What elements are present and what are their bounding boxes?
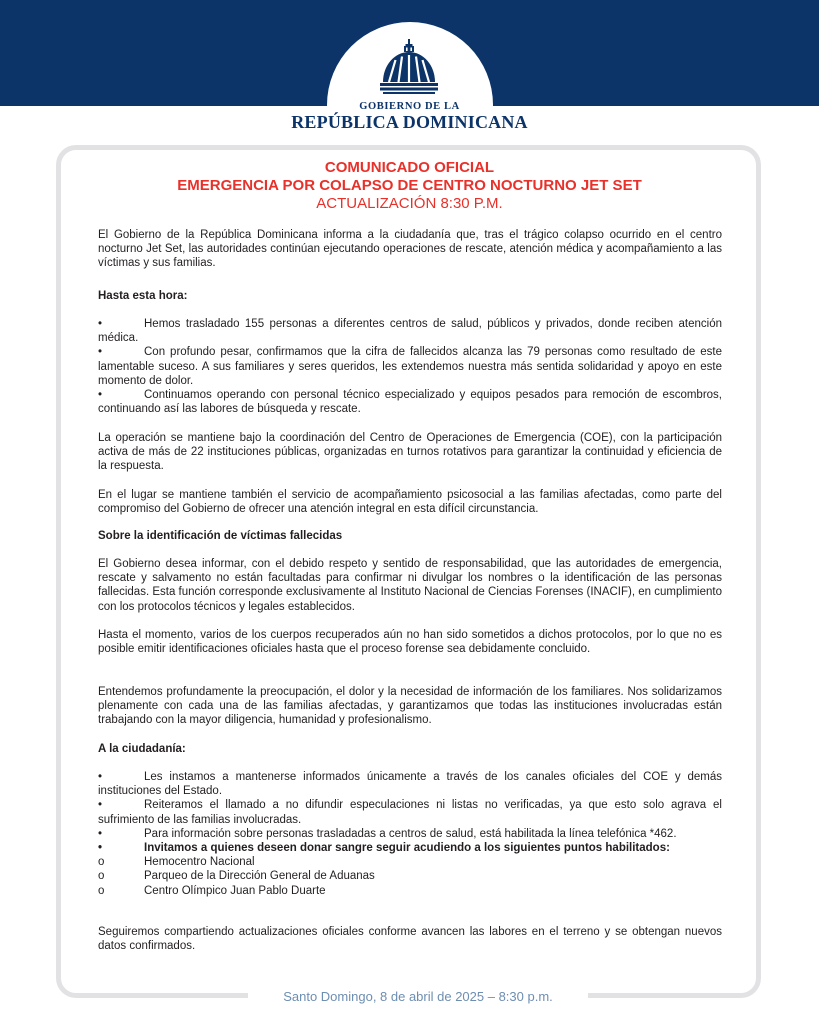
section1 <box>98 289 722 303</box>
section3 <box>98 742 722 756</box>
psychosocial-text: En el lugar se mantiene también el servicio de acompañamiento psicosocial a las familias afectadas, como parte del compromiso del Gobierno de ofrecer una atención integral en esta difícil circunstancia. <box>98 489 722 516</box>
section2-para2 <box>98 628 722 656</box>
capitol-dome-icon <box>377 38 441 102</box>
section2-para3 <box>98 685 722 728</box>
bullet-mark: • <box>98 318 103 330</box>
bullet-mark: • <box>98 842 103 855</box>
psychosocial-paragraph <box>98 488 722 516</box>
list-item-text: Con profundo pesar, confirmamos que la cifra de fallecidos alcanza las 79 personas como resultado de este lamentable suceso. A sus familiares y seres queridos, les extendemos nuestra más sentida solidaridad y apoyo en este momento de dolor. <box>98 346 722 387</box>
list-item-text: Reiteramos el llamado a no difundir especulaciones ni listas no verificadas, ya que esto solo agrava el sufrimiento de las familias involucradas. <box>98 799 722 826</box>
list-item <box>98 798 722 826</box>
bullet-mark: • <box>98 346 103 359</box>
title-comunicado: COMUNICADO OFICIAL <box>324 159 495 176</box>
section3-list <box>98 770 722 898</box>
bullet-mark: • <box>98 771 103 783</box>
place-text: Parqueo de la Dirección General de Aduanas <box>144 870 375 883</box>
government-line1: GOBIERNO DE LA <box>359 101 460 112</box>
section1-heading: Hasta esta hora: <box>98 290 188 302</box>
list-item <box>98 317 722 345</box>
intro-paragraph <box>98 228 722 271</box>
forensic-text: Hasta el momento, varios de los cuerpos recuperados aún no han sido sometidos a dichos protocolos, por lo que no es posible emitir identificaciones oficiales hasta que el proceso forense sea debidamente concluido. <box>98 629 722 656</box>
sub-mark: o <box>98 884 105 897</box>
list-item-text: Para información sobre personas trasladadas a centros de salud, está habilitada la línea telefónica *462. <box>144 827 677 840</box>
list-item <box>98 841 722 855</box>
closing-text: Seguiremos compartiendo actualizaciones oficiales conforme avancen las labores en el terreno y se obtengan nuevos datos confirmados. <box>98 926 722 953</box>
list-item-text: Hemos trasladado 155 personas a diferentes centros de salud, públicos y privados, donde reciben atención médica. <box>98 318 722 345</box>
solidarity-text: Entendemos profundamente la preocupación, el dolor y la necesidad de información de los familiares. Nos solidarizamos plenamente con cada una de las familias afectadas, y garantizamos que todas las instituciones involucradas están trabajando con la mayor diligencia, humanidad y profesionalismo. <box>98 686 722 727</box>
list-item <box>98 345 722 388</box>
section1-list <box>98 317 722 416</box>
place-text: Centro Olímpico Juan Pablo Duarte <box>144 884 326 897</box>
list-item-text: Les instamos a mantenerse informados únicamente a través de los canales oficiales del COE y demás instituciones del Estado. <box>98 771 722 798</box>
identification-text: El Gobierno desea informar, con el debido respeto y sentido de responsabilidad, que las autoridades de emergencia, rescate y salvamento no están facultadas para confirmar ni divulgar los nombres o la identificación de las personas fallecidas. Esta función corresponde exclusivamente al Instituto Nacional de Ciencias Forenses (INACIF), en cumplimiento con los protocolos técnicos y legales establecidos. <box>98 558 722 613</box>
title-emergencia: EMERGENCIA POR COLAPSO DE CENTRO NOCTURNO JET SET <box>177 177 642 194</box>
list-item <box>98 884 722 898</box>
donate-text: Invitamos a quienes deseen donar sangre seguir acudiendo a los siguientes puntos habilitados: <box>144 842 670 855</box>
section2-heading: Sobre la identificación de víctimas fallecidas <box>98 530 343 542</box>
list-item <box>98 827 722 841</box>
section2-para1 <box>98 557 722 614</box>
coe-paragraph <box>98 431 722 474</box>
list-item <box>98 869 722 883</box>
intro-text: El Gobierno de la República Dominicana informa a la ciudadanía que, tras el trágico colapso ocurrido en el centro nocturno Jet Set, las autoridades continúan ejecutando operaciones de rescate, atención médica y acompañamiento a las víctimas y sus familias. <box>98 229 722 270</box>
section2 <box>98 529 722 543</box>
bullet-mark: • <box>98 389 103 402</box>
place-text: Hemocentro Nacional <box>144 856 255 869</box>
footer-date: Santo Domingo, 8 de abril de 2025 – 8:30 p.m. <box>283 989 553 1004</box>
footer <box>248 985 588 1009</box>
list-item-text: Continuamos operando con personal técnico especializado y equipos pesados para remoción de escombros, continuando así las labores de búsqueda y rescate. <box>98 389 722 416</box>
list-item <box>98 388 722 416</box>
government-line2: REPÚBLICA DOMINICANA <box>291 112 528 132</box>
sub-mark: o <box>98 856 105 869</box>
bullet-mark: • <box>98 827 103 840</box>
bullet-mark: • <box>98 799 103 812</box>
closing-paragraph <box>98 925 722 953</box>
title-actualizacion: ACTUALIZACIÓN 8:30 P.M. <box>316 195 503 212</box>
coe-text: La operación se mantiene bajo la coordinación del Centro de Operaciones de Emergencia (COE), con la participación activa de más de 22 instituciones públicas, organizadas en turnos rotativos para garantizar la continuidad y eficiencia de la respuesta. <box>98 432 722 473</box>
title-block <box>0 159 819 213</box>
sub-mark: o <box>98 870 105 883</box>
section3-heading: A la ciudadanía: <box>98 743 186 755</box>
list-item <box>98 855 722 869</box>
list-item <box>98 770 722 798</box>
